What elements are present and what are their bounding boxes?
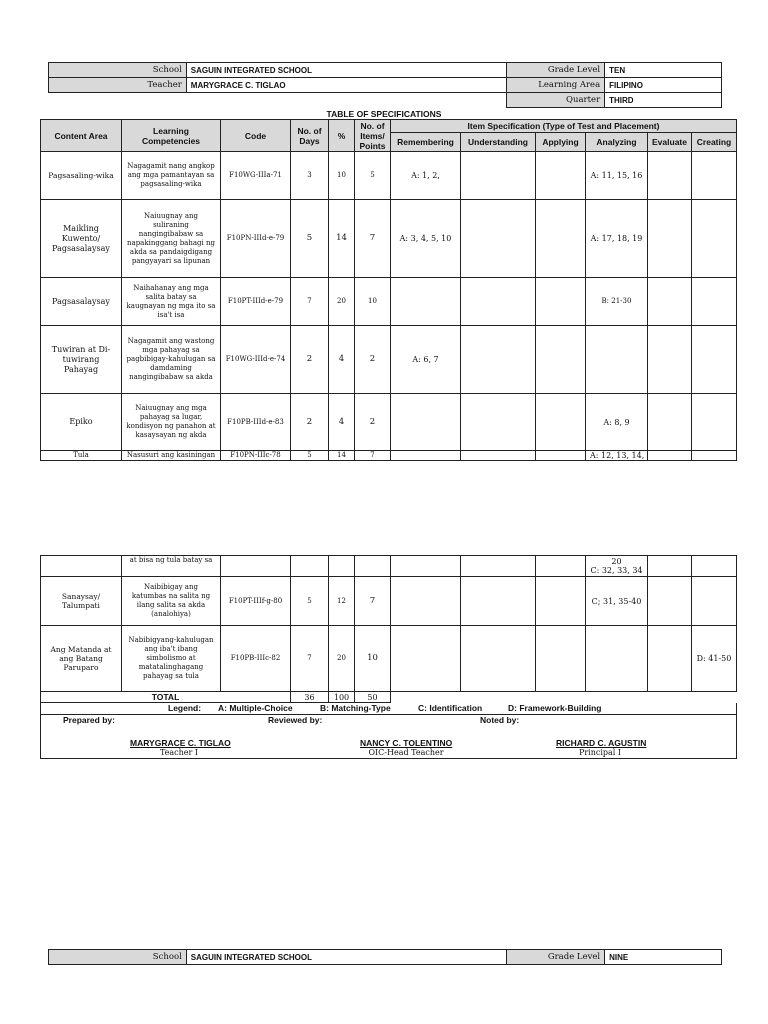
analyzing-cell: A: 17, 18, 19 (586, 200, 648, 278)
grade-level-value: NINE (605, 950, 722, 965)
understanding-cell (461, 278, 536, 326)
header-info-table (48, 62, 722, 108)
evaluate-cell (648, 626, 692, 692)
learning-area-label: Learning Area (507, 78, 605, 93)
code-cell: F10PB-IIId-e-83 (221, 394, 291, 451)
creating-cell (692, 326, 737, 394)
school-label: School (49, 950, 187, 965)
total-row (41, 692, 737, 703)
competency-cell: Naiuugnay ang mga pahayag sa lugar, kondisyon ng panahon at kasaysayan ng akda (122, 394, 221, 451)
total-items: 50 (355, 692, 391, 703)
evaluate-cell (648, 577, 692, 626)
analyzing-cell: C; 31, 35-40 (586, 577, 648, 626)
code-cell: F10PT-IIId-e-79 (221, 278, 291, 326)
days-cell: 2 (291, 326, 329, 394)
total-days: 36 (291, 692, 329, 703)
col-days: No. of Days (291, 120, 329, 152)
noted-by-name: RICHARD C. AGUSTIN (556, 738, 647, 748)
content-area-cell: Sanaysay/ Talumpati (41, 577, 122, 626)
creating-cell (692, 451, 737, 461)
legend-a: A: Multiple-Choice (218, 703, 293, 713)
col-percent: % (329, 120, 355, 152)
evaluate-cell (648, 556, 692, 577)
understanding-cell (461, 326, 536, 394)
reviewed-by-label: Reviewed by: (268, 715, 323, 725)
days-cell (291, 556, 329, 577)
grade-level-value: TEN (605, 63, 722, 78)
table-row (41, 152, 737, 200)
days-cell: 5 (291, 200, 329, 278)
learning-area-value: FILIPINO (605, 78, 722, 93)
content-area-cell: Ang Matanda at ang Batang Paruparo (41, 626, 122, 692)
creating-cell (692, 200, 737, 278)
competency-cell: Naihahanay ang mga salita batay sa kaugnayan ng mga ito sa isa't isa (122, 278, 221, 326)
competency-cell: Naiuugnay ang suliraning nangingibabaw sa napakinggang bahagi ng akda sa pandaigdigang pangyayari sa lipunan (122, 200, 221, 278)
quarter-value: THIRD (605, 93, 722, 108)
total-percent: 100 (329, 692, 355, 703)
grade-level-label: Grade Level (507, 63, 605, 78)
percent-cell: 10 (329, 152, 355, 200)
table-row (41, 278, 737, 326)
content-area-cell (41, 556, 122, 577)
competency-cell: at bisa ng tula batay sa (122, 556, 221, 577)
tos-table-continued (40, 555, 737, 703)
table-title: TABLE OF SPECIFICATIONS (326, 109, 442, 119)
applying-cell (536, 556, 586, 577)
table-row (41, 451, 737, 461)
items-cell: 2 (355, 326, 391, 394)
percent-cell: 20 (329, 278, 355, 326)
creating-cell (692, 394, 737, 451)
code-cell: F10WG-IIId-e-74 (221, 326, 291, 394)
days-cell: 3 (291, 152, 329, 200)
evaluate-cell (648, 451, 692, 461)
col-competencies: Learning Competencies (122, 120, 221, 152)
analyzing-cell (586, 326, 648, 394)
remembering-cell: A: 3, 4, 5, 10 (391, 200, 461, 278)
legend-b: B: Matching-Type (320, 703, 391, 713)
prepared-by-name: MARYGRACE C. TIGLAO (130, 738, 231, 748)
code-cell: F10PT-IIIf-g-80 (221, 577, 291, 626)
content-area-cell: Pagsasaling-wika (41, 152, 122, 200)
items-cell (355, 556, 391, 577)
percent-cell: 14 (329, 200, 355, 278)
days-cell: 5 (291, 577, 329, 626)
col-applying: Applying (536, 133, 586, 152)
items-cell: 7 (355, 200, 391, 278)
creating-cell (692, 556, 737, 577)
content-area-cell: Pagsasalaysay (41, 278, 122, 326)
remembering-cell (391, 278, 461, 326)
items-cell: 10 (355, 626, 391, 692)
col-analyzing: Analyzing (586, 133, 648, 152)
code-cell: F10PN-IIId-e-79 (221, 200, 291, 278)
evaluate-cell (648, 326, 692, 394)
table-row (41, 326, 737, 394)
evaluate-cell (648, 200, 692, 278)
legend-d: D: Framework-Building (508, 703, 602, 713)
code-cell: F10PB-IIIc-82 (221, 626, 291, 692)
reviewed-by-name: NANCY C. TOLENTINO (360, 738, 453, 748)
percent-cell: 12 (329, 577, 355, 626)
code-cell: F10PN-IIIc-78 (221, 451, 291, 461)
items-cell: 7 (355, 577, 391, 626)
school-value: SAGUIN INTEGRATED SCHOOL (186, 950, 506, 965)
col-evaluate: Evaluate (648, 133, 692, 152)
analyzing-cell: A: 11, 15, 16 (586, 152, 648, 200)
percent-cell (329, 556, 355, 577)
understanding-cell (461, 200, 536, 278)
applying-cell (536, 394, 586, 451)
understanding-cell (461, 451, 536, 461)
applying-cell (536, 577, 586, 626)
teacher-value: MARYGRACE C. TIGLAO (186, 78, 506, 93)
noted-by-label: Noted by: (480, 715, 520, 725)
prepared-by-label: Prepared by: (63, 715, 115, 725)
evaluate-cell (648, 278, 692, 326)
percent-cell: 14 (329, 451, 355, 461)
prepared-by-role: Teacher I (159, 748, 199, 757)
items-cell: 7 (355, 451, 391, 461)
table-row (41, 200, 737, 278)
grade-level-label: Grade Level (507, 950, 605, 965)
items-cell: 10 (355, 278, 391, 326)
competency-cell: Nagagamit ang wastong mga pahayag sa pagbibigay-kahulugan sa damdaming nangingibabaw sa akda (122, 326, 221, 394)
applying-cell (536, 626, 586, 692)
remembering-cell (391, 394, 461, 451)
school-value: SAGUIN INTEGRATED SCHOOL (186, 63, 506, 78)
remembering-cell: A: 6, 7 (391, 326, 461, 394)
analyzing-cell-line-1: 20 (611, 557, 622, 566)
understanding-cell (461, 556, 536, 577)
days-cell: 7 (291, 278, 329, 326)
next-page-header-table (48, 949, 722, 965)
total-label: TOTAL (41, 692, 291, 703)
days-cell: 7 (291, 626, 329, 692)
understanding-cell (461, 577, 536, 626)
remembering-cell (391, 626, 461, 692)
percent-cell: 4 (329, 326, 355, 394)
teacher-label: Teacher (49, 78, 187, 93)
creating-cell: D: 41-50 (692, 626, 737, 692)
content-area-cell: Tula (41, 451, 122, 461)
competency-cell: Nasusuri ang kasiningan (122, 451, 221, 461)
col-item-spec: Item Specification (Type of Test and Placement) (391, 120, 737, 133)
analyzing-cell-line-2: C: 32, 33, 34 (590, 566, 643, 575)
understanding-cell (461, 626, 536, 692)
legend-label: Legend: (168, 703, 202, 713)
col-understanding: Understanding (461, 133, 536, 152)
legend-c: C: Identification (418, 703, 483, 713)
applying-cell (536, 326, 586, 394)
table-row (41, 577, 737, 626)
analyzing-cell: B: 21-30 (586, 278, 648, 326)
understanding-cell (461, 152, 536, 200)
content-area-cell: Maikling Kuwento/ Pagsasalaysay (41, 200, 122, 278)
remembering-cell (391, 577, 461, 626)
analyzing-cell: A: 8, 9 (586, 394, 648, 451)
understanding-cell (461, 394, 536, 451)
remembering-cell: A: 1, 2, (391, 152, 461, 200)
col-items: No. of Items/ Points (355, 120, 391, 152)
content-area-cell: Tuwiran at Di-tuwirang Pahayag (41, 326, 122, 394)
analyzing-cell (586, 626, 648, 692)
creating-cell (692, 577, 737, 626)
competency-cell: Naibibigay ang katumbas na salita ng ilang salita sa akda (analohiya) (122, 577, 221, 626)
remembering-cell (391, 451, 461, 461)
table-row (41, 626, 737, 692)
code-cell (221, 556, 291, 577)
applying-cell (536, 451, 586, 461)
days-cell: 2 (291, 394, 329, 451)
table-row (41, 556, 737, 577)
reviewed-by-role: OIC-Head Teacher (368, 748, 444, 757)
days-cell: 5 (291, 451, 329, 461)
creating-cell (692, 152, 737, 200)
quarter-label: Quarter (507, 93, 605, 108)
col-creating: Creating (692, 133, 737, 152)
applying-cell (536, 152, 586, 200)
percent-cell: 20 (329, 626, 355, 692)
content-area-cell: Epiko (41, 394, 122, 451)
noted-by-role: Principal I (578, 748, 622, 757)
analyzing-cell (586, 556, 648, 577)
col-content-area: Content Area (41, 120, 122, 152)
applying-cell (536, 278, 586, 326)
applying-cell (536, 200, 586, 278)
tos-table (40, 119, 737, 461)
evaluate-cell (648, 394, 692, 451)
percent-cell: 4 (329, 394, 355, 451)
evaluate-cell (648, 152, 692, 200)
col-code: Code (221, 120, 291, 152)
competency-cell: Nabibigyang-kahulugan ang iba't ibang simbolismo at matatalinghagang pahayag sa tula (122, 626, 221, 692)
items-cell: 2 (355, 394, 391, 451)
remembering-cell (391, 556, 461, 577)
legend-row (40, 703, 736, 715)
creating-cell (692, 278, 737, 326)
analyzing-cell: A: 12, 13, 14, (586, 451, 648, 461)
table-row (41, 394, 737, 451)
competency-cell: Nagagamit nang angkop ang mga pamantayan sa pagsasaling-wika (122, 152, 221, 200)
school-label: School (49, 63, 187, 78)
col-remembering: Remembering (391, 133, 461, 152)
items-cell: 5 (355, 152, 391, 200)
code-cell: F10WG-IIIa-71 (221, 152, 291, 200)
